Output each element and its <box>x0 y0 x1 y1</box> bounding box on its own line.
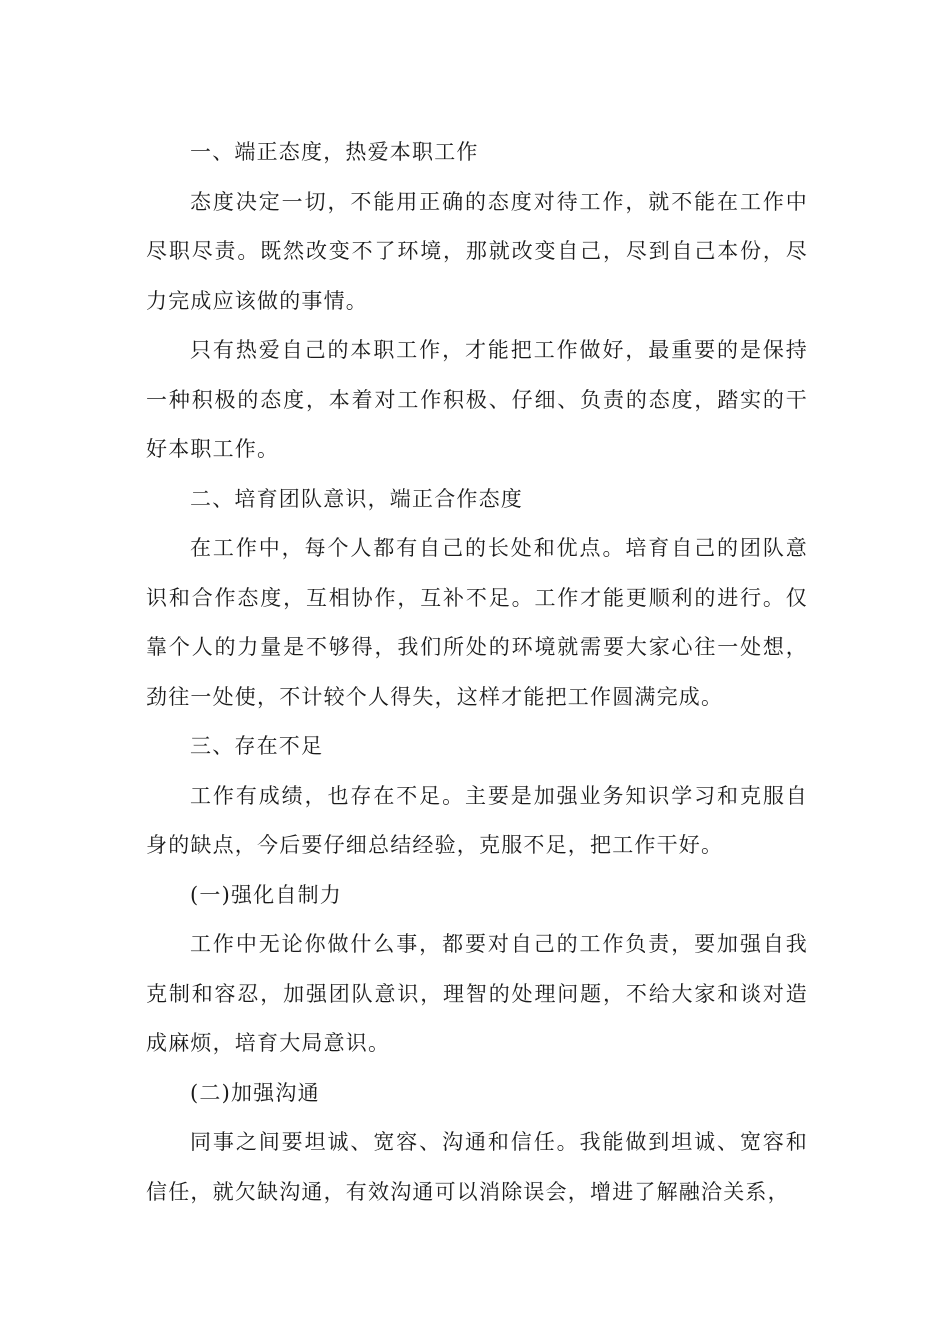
section-heading-1: 一、端正态度，热爱本职工作 <box>190 140 479 164</box>
paragraph: 只有热爱自己的本职工作，才能把工作做好，最重要的是保持一种积极的态度，本着对工作积极、仔细、负责的态度，踏实的干好本职工作。 <box>146 338 808 461</box>
document-body <box>146 128 808 1217</box>
paragraph: 工作有成绩，也存在不足。主要是加强业务知识学习和克服自身的缺点，今后要仔细总结经验，克服不足，把工作干好。 <box>146 783 808 857</box>
subsection-heading-2: (二)加强沟通 <box>190 1080 320 1105</box>
paragraph: 工作中无论你做什么事，都要对自己的工作负责，要加强自我克制和容忍，加强团队意识，理智的处理问题，不给大家和谈对造成麻烦，培育大局意识。 <box>146 932 808 1055</box>
section-heading-2: 二、培育团队意识，端正合作态度 <box>190 486 523 511</box>
subsection-heading-1: (一)强化自制力 <box>190 882 342 907</box>
paragraph: 同事之间要坦诚、宽容、沟通和信任。我能做到坦诚、宽容和信任，就欠缺沟通，有效沟通可以消除误会，增进了解融洽关系， <box>146 1130 808 1204</box>
section-heading-3: 三、存在不足 <box>190 734 324 758</box>
paragraph: 态度决定一切，不能用正确的态度对待工作，就不能在工作中尽职尽责。既然改变不了环境，那就改变自己，尽到自己本份，尽力完成应该做的事情。 <box>146 189 808 313</box>
paragraph: 在工作中，每个人都有自己的长处和优点。培育自己的团队意识和合作态度，互相协作，互补不足。工作才能更顺利的进行。仅靠个人的力量是不够得，我们所处的环境就需要大家心往一处想，劲往一处使，不计较个人得失，这样才能把工作圆满完成。 <box>146 536 808 709</box>
